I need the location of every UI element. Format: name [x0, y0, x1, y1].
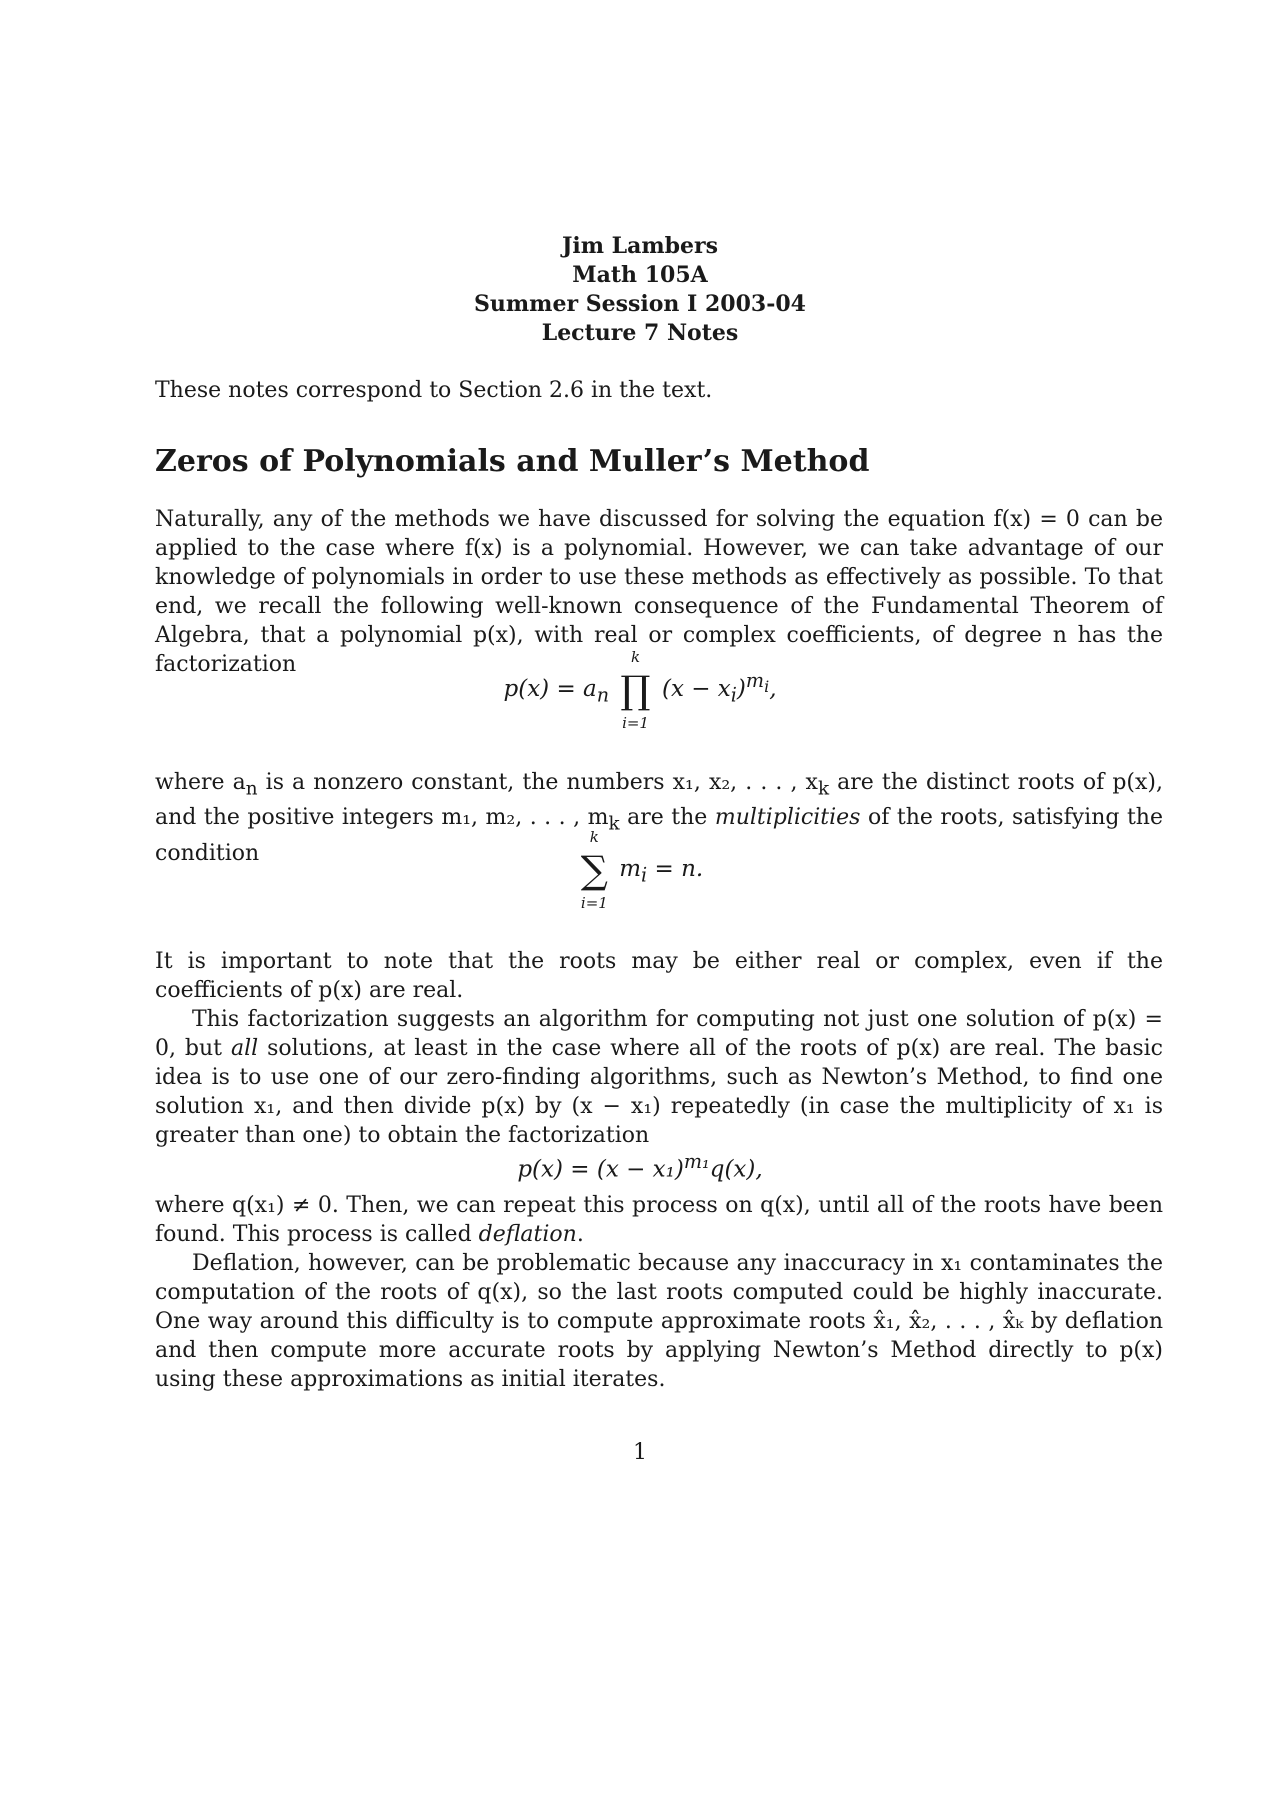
- equation-factor-a: p(x) = (x − x₁): [517, 1156, 684, 1183]
- paragraph-2-part-a-sub: n: [245, 778, 258, 800]
- sum-operator: [580, 828, 608, 912]
- paragraph-5-text: [155, 1191, 1163, 1249]
- equation-sum-body: m: [619, 856, 642, 882]
- paragraph-2-part-c: are the distinct roots of p(x), and the positive integers m₁, m₂, . . . , m: [155, 770, 1163, 831]
- paragraph-5-6: [155, 1191, 1163, 1394]
- paragraph-2-part-e: of the roots, satisfying the condition: [155, 805, 1163, 866]
- paragraph-2-part-d: are the: [619, 805, 715, 831]
- page-number: 1: [633, 1440, 647, 1465]
- paragraph-2-part-a: where a: [155, 770, 246, 795]
- equation-factorization: [0, 1150, 1280, 1183]
- product-upper-limit: k: [630, 648, 641, 666]
- equation-product-tail: ,: [769, 676, 777, 702]
- sum-lower-limit: i=1: [580, 894, 608, 912]
- paragraph-4-part-b: solutions, at least in the case where all of the roots of p(x) are real. The basic idea is to use one of our zero-finding algorithms, such as Newton’s Method, to find one solution x₁, and then divide p(x) by (x − x₁) repeatedly (in case the multiplicity of x₁ is greater than one) to obtain the factorization: [155, 1036, 1163, 1148]
- paragraph-4-part-a: This factorization suggests an algorithm for computing not just one solution of p(x) = 0, but: [155, 1007, 1163, 1061]
- paragraph-3-text: It is important to note that the roots may be either real or complex, even if the coefficients of p(x) are real.: [155, 949, 1163, 1003]
- equation-product: [0, 648, 1280, 732]
- session-name: Summer Session I 2003-04: [474, 291, 806, 317]
- equation-factor-exponent: m₁: [683, 1150, 710, 1173]
- equation-product-body-sub: i: [730, 683, 737, 707]
- paragraph-4-emphasis: all: [230, 1036, 259, 1061]
- product-operator: [620, 648, 651, 732]
- sum-symbol: ∑: [580, 848, 608, 892]
- equation-factor-b: q(x),: [709, 1156, 763, 1183]
- equation-product-close: ): [736, 676, 746, 702]
- equation-product-body: (x − x: [661, 676, 731, 702]
- document-header: [0, 232, 1280, 348]
- equation-product-exponent: m: [745, 669, 765, 693]
- paragraph-4-text: [155, 1005, 1163, 1150]
- equation-sum-rest: = n.: [647, 856, 704, 882]
- equation-product-lhs-sub: n: [596, 683, 610, 707]
- equation-product-lhs: p(x) = a: [503, 676, 597, 702]
- product-lower-limit: i=1: [622, 714, 649, 732]
- paragraph-5-emphasis: deflation: [478, 1222, 577, 1247]
- paragraph-3-4: [155, 947, 1163, 1150]
- sum-upper-limit: k: [589, 828, 599, 846]
- product-symbol: ∏: [620, 668, 651, 712]
- author-name: Jim Lambers: [561, 233, 719, 259]
- equation-sum-body-sub: i: [641, 863, 648, 887]
- paragraph-2-part-b: is a nonzero constant, the numbers x₁, x₂, . . . , x: [257, 770, 818, 795]
- intro-text: These notes correspond to Section 2.6 in the text.: [155, 378, 713, 403]
- paragraph-2-emphasis: multiplicities: [714, 805, 861, 831]
- lecture-title: Lecture 7 Notes: [541, 320, 739, 346]
- course-name: Math 105A: [572, 262, 708, 288]
- paragraph-5-part-b: .: [576, 1222, 584, 1247]
- paragraph-6-text: Deflation, however, can be problematic because any inaccuracy in x₁ contaminates the computation of the roots of q(x), so the last roots computed could be highly inaccurate. One way around this difficulty is to compute approximate roots x̂₁, x̂₂, . . . , x̂ₖ by deflation and then compute more accurate roots by applying Newton’s Method directly to p(x) using these approximations as initial iterates.: [155, 1251, 1163, 1392]
- paragraph-5-part-a: where q(x₁) ≠ 0. Then, we can repeat this process on q(x), until all of the roots have been found. This process is called: [155, 1193, 1163, 1247]
- paragraph-1-text: Naturally, any of the methods we have discussed for solving the equation f(x) = 0 can be applied to the case where f(x) is a polynomial. However, we can take advantage of our knowledge of polynomials in order to use these methods as effectively as possible. To that end, we recall the following well-known consequence of the Fundamental Theorem of Algebra, that a polynomial p(x), with real or complex coefficients, of degree n has the factorization: [155, 507, 1163, 677]
- paragraph-2-part-b-sub: k: [817, 778, 830, 800]
- paragraph-1: [155, 505, 1163, 679]
- section-title: Zeros of Polynomials and Muller’s Method: [155, 444, 870, 479]
- equation-product-exponent-sub: i: [764, 677, 770, 697]
- paragraph-2-part-c-sub: k: [608, 813, 620, 835]
